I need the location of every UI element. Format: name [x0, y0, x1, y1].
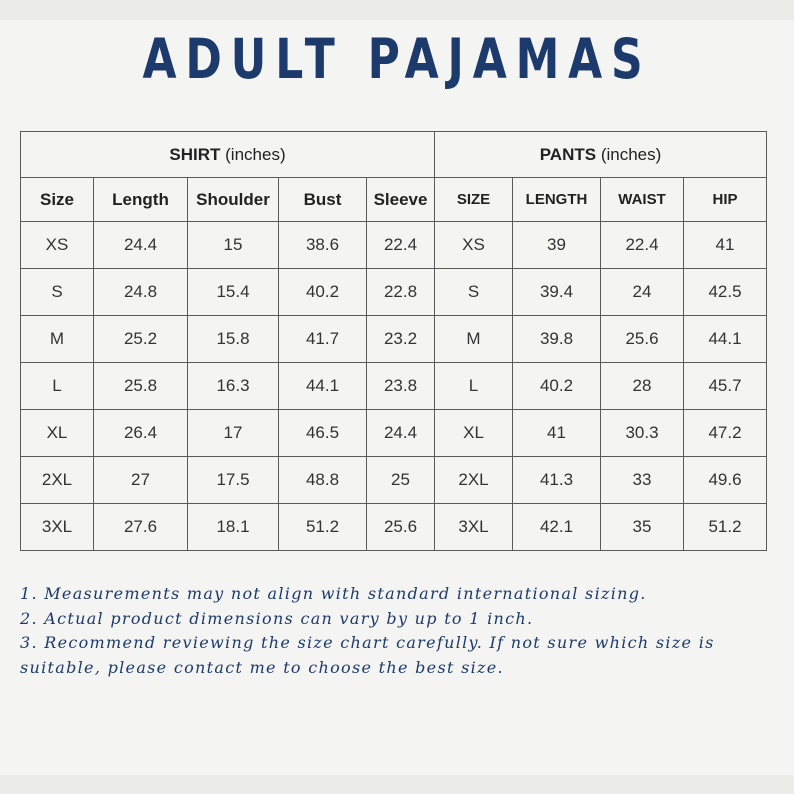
pants-cell: 40.2 [513, 363, 601, 410]
table-row [21, 269, 767, 316]
shirt-cell: 40.2 [279, 269, 367, 316]
shirt-cell: M [21, 316, 94, 363]
pants-cell: 24 [601, 269, 684, 316]
table-row [21, 504, 767, 551]
shirt-cell: 18.1 [188, 504, 279, 551]
shirt-group-unit: (inches) [225, 144, 286, 164]
shirt-cell: 17.5 [188, 457, 279, 504]
shirt-cell: 27 [94, 457, 188, 504]
pants-cell: 30.3 [601, 410, 684, 457]
shirt-group-header [21, 132, 435, 178]
shirt-cell: 48.8 [279, 457, 367, 504]
column-header-pants: HIP [684, 178, 767, 222]
pants-cell: 22.4 [601, 222, 684, 269]
shirt-cell: XS [21, 222, 94, 269]
table-body [21, 222, 767, 551]
shirt-cell: 17 [188, 410, 279, 457]
column-header-row [21, 178, 767, 222]
pants-cell: M [435, 316, 513, 363]
pants-cell: 41 [684, 222, 767, 269]
shirt-cell: 22.8 [367, 269, 435, 316]
pants-group-header [435, 132, 767, 178]
pants-cell: 39 [513, 222, 601, 269]
size-table [20, 131, 767, 551]
shirt-cell: 25 [367, 457, 435, 504]
pants-cell: 41 [513, 410, 601, 457]
shirt-cell: 15.8 [188, 316, 279, 363]
pants-cell: S [435, 269, 513, 316]
table-row [21, 363, 767, 410]
column-header-pants: LENGTH [513, 178, 601, 222]
shirt-cell: 25.8 [94, 363, 188, 410]
shirt-cell: S [21, 269, 94, 316]
note-item: 2. Actual product dimensions can vary by up to 1 inch. [20, 608, 534, 628]
shirt-cell: 25.2 [94, 316, 188, 363]
shirt-cell: 24.4 [367, 410, 435, 457]
shirt-cell: 22.4 [367, 222, 435, 269]
pants-cell: 25.6 [601, 316, 684, 363]
pants-cell: 41.3 [513, 457, 601, 504]
shirt-cell: 24.8 [94, 269, 188, 316]
shirt-cell: 46.5 [279, 410, 367, 457]
pants-cell: XS [435, 222, 513, 269]
shirt-cell: L [21, 363, 94, 410]
note-item: 1. Measurements may not align with standard international sizing. [20, 584, 647, 603]
shirt-cell: 23.2 [367, 316, 435, 363]
notes [20, 582, 760, 680]
pants-group-unit: (inches) [600, 144, 662, 164]
pants-cell: 45.7 [684, 363, 767, 410]
pants-cell: 47.2 [684, 410, 767, 457]
shirt-cell: 25.6 [367, 504, 435, 551]
pants-cell: 2XL [435, 457, 513, 504]
column-header-pants: SIZE [435, 178, 513, 222]
table-row [21, 410, 767, 457]
shirt-cell: 38.6 [279, 222, 367, 269]
shirt-cell: XL [21, 410, 94, 457]
pants-cell: 39.4 [513, 269, 601, 316]
column-header-shirt: Shoulder [188, 178, 279, 222]
shirt-group-name: SHIRT [169, 144, 221, 164]
column-header-pants: WAIST [601, 178, 684, 222]
top-band [0, 0, 794, 20]
column-header-shirt: Bust [279, 178, 367, 222]
pants-group-name: PANTS [539, 144, 597, 164]
pants-cell: 51.2 [684, 504, 767, 551]
shirt-cell: 15.4 [188, 269, 279, 316]
shirt-cell: 15 [188, 222, 279, 269]
pants-cell: XL [435, 410, 513, 457]
pants-cell: 42.1 [513, 504, 601, 551]
bottom-band [0, 775, 794, 794]
group-header-row [21, 132, 767, 178]
shirt-cell: 2XL [21, 457, 94, 504]
table-row [21, 316, 767, 363]
shirt-cell: 51.2 [279, 504, 367, 551]
shirt-cell: 16.3 [188, 363, 279, 410]
shirt-cell: 3XL [21, 504, 94, 551]
pants-cell: 33 [601, 457, 684, 504]
shirt-cell: 44.1 [279, 363, 367, 410]
shirt-cell: 24.4 [94, 222, 188, 269]
pants-cell: 28 [601, 363, 684, 410]
page-title: ADULT PAJAMAS [142, 27, 652, 91]
pants-cell: 44.1 [684, 316, 767, 363]
pants-cell: 3XL [435, 504, 513, 551]
shirt-cell: 23.8 [367, 363, 435, 410]
shirt-cell: 27.6 [94, 504, 188, 551]
note-item: 3. Recommend reviewing the size chart carefully. If not sure which size is suitable, please contact me to choose the best size. [20, 633, 715, 677]
shirt-cell: 41.7 [279, 316, 367, 363]
table-row [21, 222, 767, 269]
table-row [21, 457, 767, 504]
pants-cell: 49.6 [684, 457, 767, 504]
pants-cell: 39.8 [513, 316, 601, 363]
pants-cell: L [435, 363, 513, 410]
pants-cell: 35 [601, 504, 684, 551]
column-header-shirt: Length [94, 178, 188, 222]
pants-cell: 42.5 [684, 269, 767, 316]
column-header-shirt: Sleeve [367, 178, 435, 222]
column-header-shirt: Size [21, 178, 94, 222]
shirt-cell: 26.4 [94, 410, 188, 457]
